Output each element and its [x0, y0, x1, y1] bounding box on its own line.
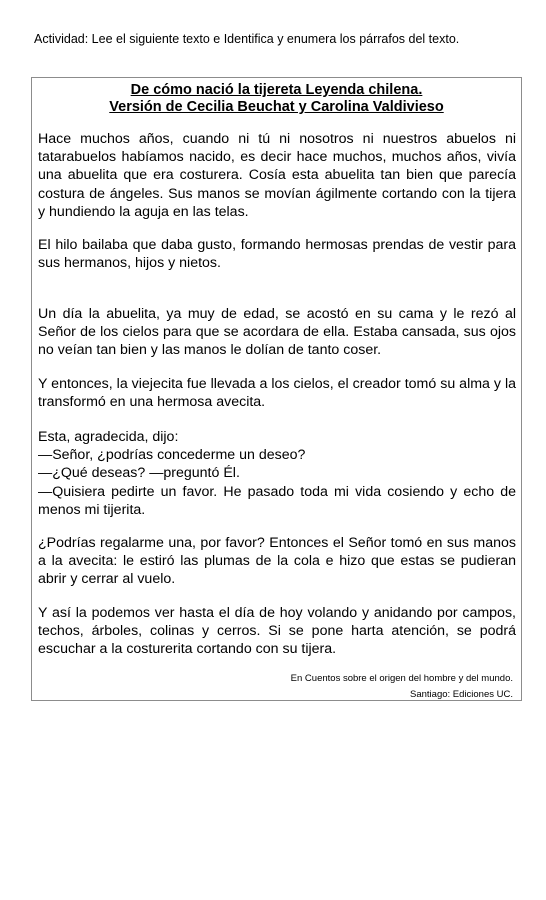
paragraph-7: Y así la podemos ver hasta el día de hoy volando y anidando por campos, techos, árboles, colinas y cerros. Si se pone harta atención, se podrá escuchar a la costurerita cortando con su tijera.	[38, 605, 516, 658]
paragraph-5	[38, 428, 516, 519]
dialogue-line: —Señor, ¿podrías concederme un deseo?	[38, 447, 306, 464]
paragraph-6: ¿Podrías regalarme una, por favor? Entonces el Señor tomó en sus manos a la avecita: le estiró las plumas de la cola e hizo que estas se pudieran abrir y cerrar al vuelo.	[38, 535, 516, 588]
dialogue-line: —¿Qué deseas? —preguntó Él.	[38, 465, 240, 482]
activity-instruction: Actividad: Lee el siguiente texto e Identifica y enumera los párrafos del texto.	[34, 32, 460, 46]
dialogue-intro: Esta, agradecida, dijo:	[38, 429, 179, 445]
dialogue-line: —Quisiera pedirte un favor. He pasado toda mi vida cosiendo y echo de menos mi tijerita.	[38, 483, 516, 518]
source-reference: En Cuentos sobre el origen del hombre y del mundo.	[290, 673, 513, 684]
story-title: De cómo nació la tijereta Leyenda chilena.	[130, 82, 423, 98]
paragraph-2: El hilo bailaba que daba gusto, formando hermosas prendas de vestir para sus hermanos, hijos y nietos.	[38, 237, 516, 272]
paragraph-3: Un día la abuelita, ya muy de edad, se acostó en su cama y le rezó al Señor de los cielos para que se acordara de ella. Estaba cansada, sus ojos no veían tan bien y las manos le dolían de tanto coser.	[38, 306, 516, 359]
paragraph-1: Hace muchos años, cuando ni tú ni nosotros ni nuestros abuelos ni tatarabuelos habíamos nacido, es decir hace muchos, muchos años, vivía una abuelita que era costurera. Cosía esta abuelita tan bien que parecía costura de ángeles. Sus manos se movían ágilmente cortando con la tijera y hundiendo la aguja en las telas.	[38, 131, 516, 220]
paragraph-4: Y entonces, la viejecita fue llevada a los cielos, el creador tomó su alma y la transformó en una hermosa avecita.	[38, 376, 516, 411]
source-publisher: Santiago: Ediciones UC.	[410, 689, 513, 700]
story-subtitle: Versión de Cecilia Beuchat y Carolina Valdivieso	[109, 99, 444, 115]
story-box	[31, 77, 522, 701]
